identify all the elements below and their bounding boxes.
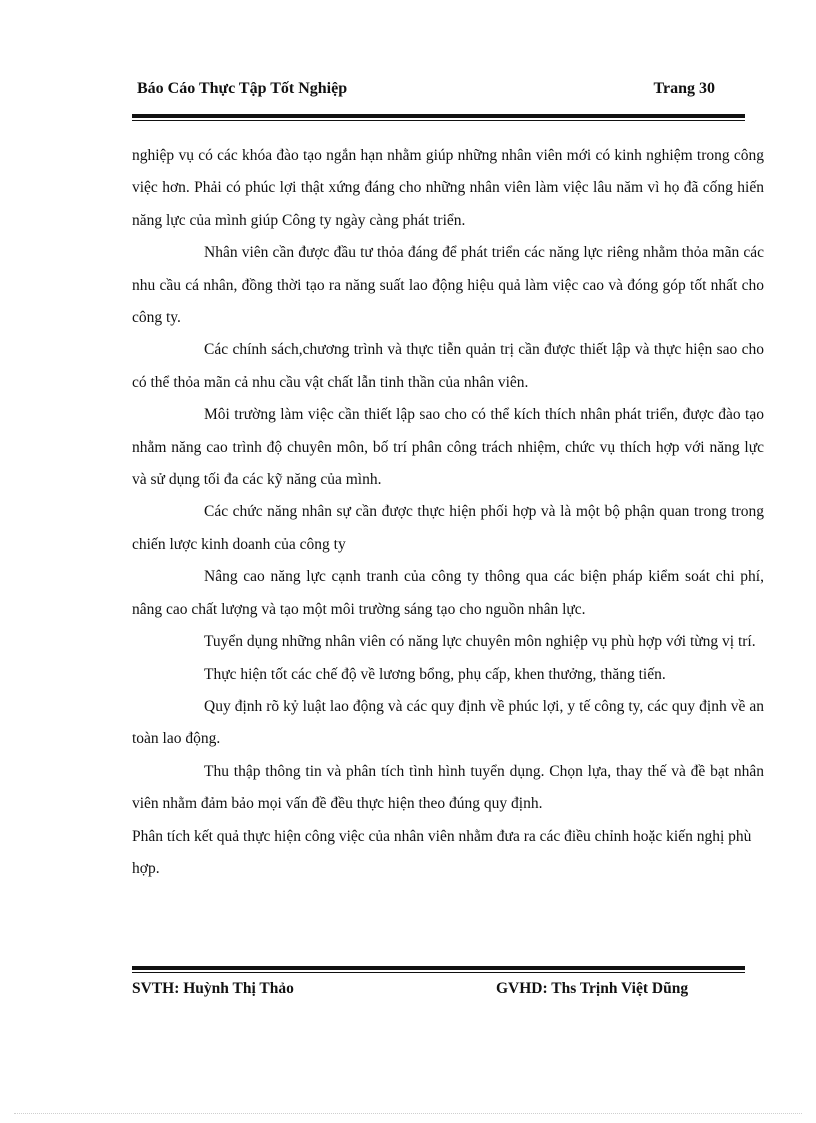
page-header <box>137 80 715 104</box>
paragraph: Phân tích kết quả thực hiện công việc của nhân viên nhằm đưa ra các điều chỉnh hoặc kiến nghị phù hợp. <box>132 827 752 877</box>
page-edge-divider <box>14 1113 802 1114</box>
footer-rule <box>132 966 745 973</box>
paragraph: Nhân viên cần được đầu tư thỏa đáng để phát triển các năng lực riêng nhằm thỏa mãn các nhu cầu cá nhân, đồng thời tạo ra năng suất lao động hiệu quả làm việc cao và đóng góp tốt nhất cho công ty. <box>132 244 764 327</box>
student-name: SVTH: Huỳnh Thị Thảo <box>132 980 294 997</box>
page-number: Trang 30 <box>653 80 715 97</box>
paragraph: Thu thập thông tin và phân tích tình hình tuyển dụng. Chọn lựa, thay thế và đề bạt nhân viên nhằm đảm bảo mọi vấn đề đều thực hiện theo đúng quy định. <box>132 762 764 813</box>
page-body <box>132 140 764 885</box>
paragraph: Các chính sách,chương trình và thực tiễn quản trị cần được thiết lập và thực hiện sao cho có thể thỏa mãn cả nhu cầu vật chất lẫn tinh thần của nhân viên. <box>132 341 764 391</box>
paragraph-continuation: nghiệp vụ có các khóa đào tạo ngắn hạn nhằm giúp những nhân viên mới có kinh nghiệm trong công việc hơn. Phải có phúc lợi thật xứng đáng cho những nhân viên làm việc lâu năm vì họ đã cống hiến năng lực của mình giúp Công ty ngày càng phát triển. <box>132 147 764 229</box>
paragraph: Các chức năng nhân sự cần được thực hiện phối hợp và là một bộ phận quan trong trong chiến lược kinh doanh của công ty <box>132 503 764 553</box>
paragraph: Nâng cao năng lực cạnh tranh của công ty thông qua các biện pháp kiểm soát chi phí, nâng cao chất lượng và tạo một môi trường sáng tạo cho nguồn nhân lực. <box>132 568 764 618</box>
report-title: Báo Cáo Thực Tập Tốt Nghiệp <box>137 80 348 97</box>
paragraph: Thực hiện tốt các chế độ về lương bổng, phụ cấp, khen thưởng, thăng tiến. <box>204 665 666 683</box>
paragraph: Tuyển dụng những nhân viên có năng lực chuyên môn nghiệp vụ phù hợp với từng vị trí. <box>204 633 756 651</box>
paragraph: Quy định rõ kỷ luật lao động và các quy định về phúc lợi, y tế công ty, các quy định về an toàn lao động. <box>132 697 764 748</box>
advisor-name: GVHD: Ths Trịnh Việt Dũng <box>496 980 689 997</box>
header-rule <box>132 114 745 121</box>
page-footer <box>132 980 732 1002</box>
paragraph: Môi trường làm việc cần thiết lập sao cho có thể kích thích nhân phát triển, được đào tạo nhằm năng cao trình độ chuyên môn, bố trí phân công trách nhiệm, chức vụ thích hợp với năng lực và sử dụng tối đa các kỹ năng của mình. <box>132 406 764 489</box>
